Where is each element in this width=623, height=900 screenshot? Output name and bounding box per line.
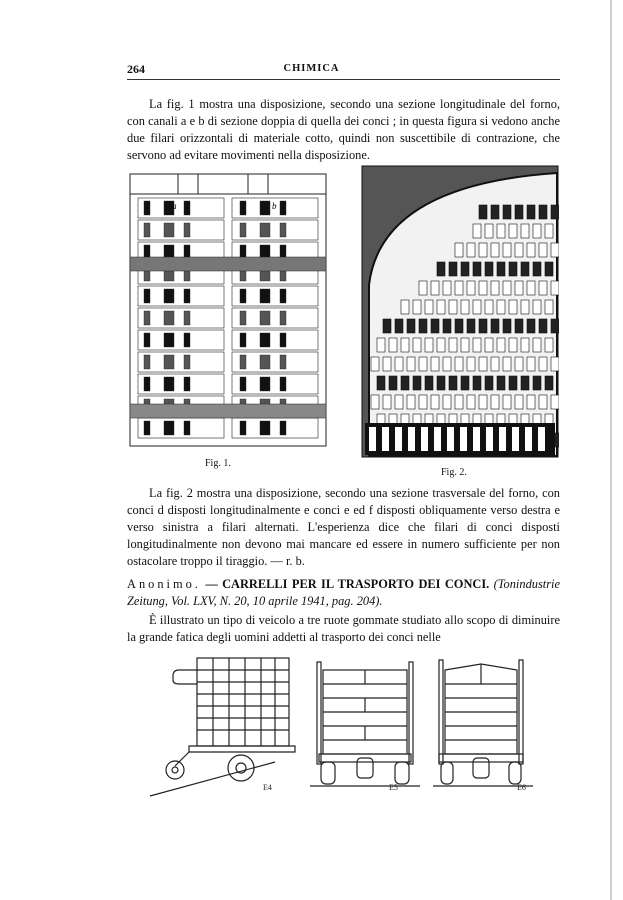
- citation-text: [127, 576, 560, 610]
- paragraph-fig1: [127, 96, 560, 164]
- section-title: CHIMICA: [283, 63, 340, 74]
- cart-label-e5: E5: [389, 783, 398, 792]
- citation-block: [127, 576, 560, 610]
- figure-2-transverse-section: [361, 165, 559, 458]
- page-edge: [610, 0, 612, 900]
- cart-front-view: [310, 662, 420, 792]
- carts-illustration: [145, 650, 565, 800]
- citation-source: (Tonindustrie Zeitung, Vol. LXV, N. 20, 10 aprile 1941, pag. 204).: [127, 577, 560, 608]
- fig1-label-a: a: [172, 201, 177, 211]
- cart-label-e6: E6: [517, 783, 526, 792]
- fig1-caption: Fig. 1.: [205, 458, 231, 469]
- paragraph-carts: [127, 612, 560, 646]
- header-rule: [127, 79, 560, 80]
- paragraph-fig1-text: La fig. 1 mostra una disposizione, secondo una sezione longitudinale del forno, con canali a e b di sezione doppia di quella dei conci ; in questa figura si vedono anche due filari orizzontali di materiale cotto, quindi non suscettibile di contrazione, che servono ad evitare movimenti nella disposizione.: [127, 97, 560, 162]
- citation-author: Anonimo.: [127, 577, 201, 591]
- paragraph-carts-text: È illustrato un tipo di veicolo a tre ruote gommate studiato allo scopo di diminuire la grande fatica degli uomini addetti al trasporto dei conci nelle: [127, 613, 560, 644]
- fig1-label-b: b: [272, 201, 277, 211]
- cart-rear-view: [433, 660, 533, 792]
- citation-title: — CARRELLI PER IL TRASPORTO DEI CONCI.: [205, 577, 490, 591]
- fig2-caption: Fig. 2.: [441, 467, 467, 478]
- page-number: 264: [127, 62, 145, 76]
- cart-label-e4: E4: [263, 783, 272, 792]
- figure-1-longitudinal-section: [128, 172, 328, 450]
- cart-side-view: [150, 658, 295, 796]
- paragraph-fig2-text: La fig. 2 mostra una disposizione, secondo una sezione trasversale del forno, con conci d disposti longitudinalmente e conci e ed f disposti obliquamente verso destra e verso sinistra a filari alternati. L'esperienza dice che filari di conci disposti longitudinalmente non devono mai mancare ed essere in numero sufficiente per non ostacolare troppo il tiraggio. — r. b.: [127, 486, 560, 568]
- paragraph-fig2: [127, 485, 560, 570]
